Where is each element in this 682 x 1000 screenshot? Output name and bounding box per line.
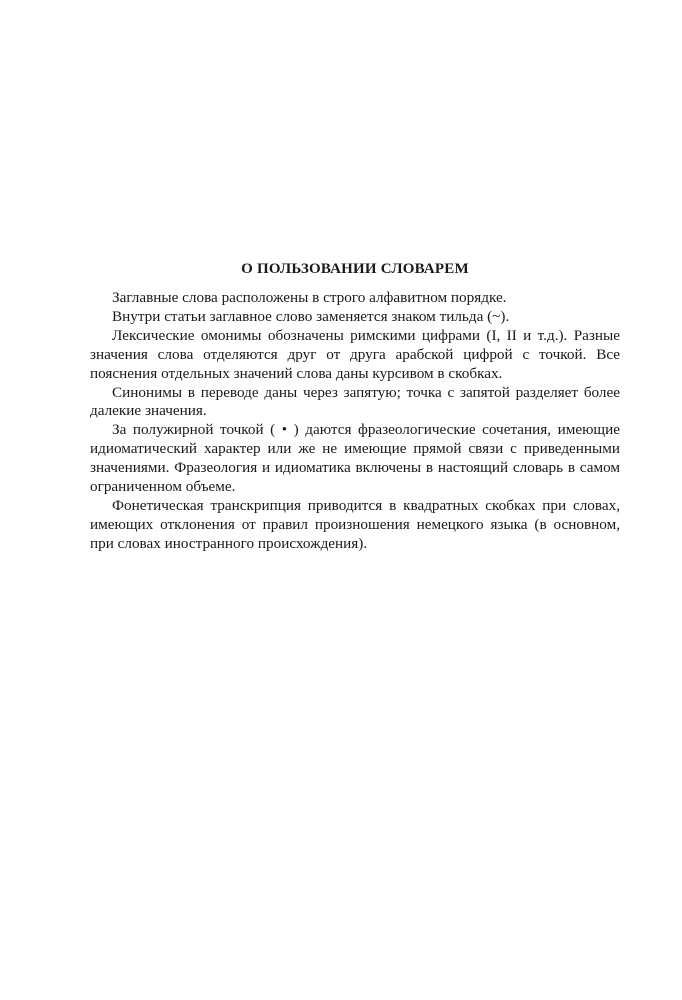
paragraph-alphabetical-order: Заглавные слова расположены в строго алфавитном порядке. [112,289,507,306]
page-title: О ПОЛЬЗОВАНИИ СЛОВАРЕМ [241,261,469,277]
paragraph-phraseology: За полужирной точкой ( • ) даются фразеологические сочетания, имеющие идиоматический характер или же не имеющие прямой связи с приведенными значениями. Фразеология и идиоматика включены в настоящий словарь в самом ограниченном объеме. [90,421,620,496]
text-block [90,258,620,554]
paragraph-synonyms: Синонимы в переводе даны через запятую; точка с запятой разделяет более далекие значения. [90,383,620,420]
paragraph-transcription: Фонетическая транскрипция приводится в квадратных скобках при словах, имеющих отклонения от правил произношения немецкого языка (в основном, при словах иностранного происхождения). [90,496,620,552]
paragraph-tilde: Внутри статьи заглавное слово заменяется знаком тильда (~). [112,307,510,325]
paragraph-homonyms: Лексические омонимы обозначены римскими цифрами (I, II и т.д.). Разные значения слова отделяются друг от друга арабской цифрой с точкой. Все пояснения отдельных значений слова даны курсивом в скобках. [90,326,620,382]
